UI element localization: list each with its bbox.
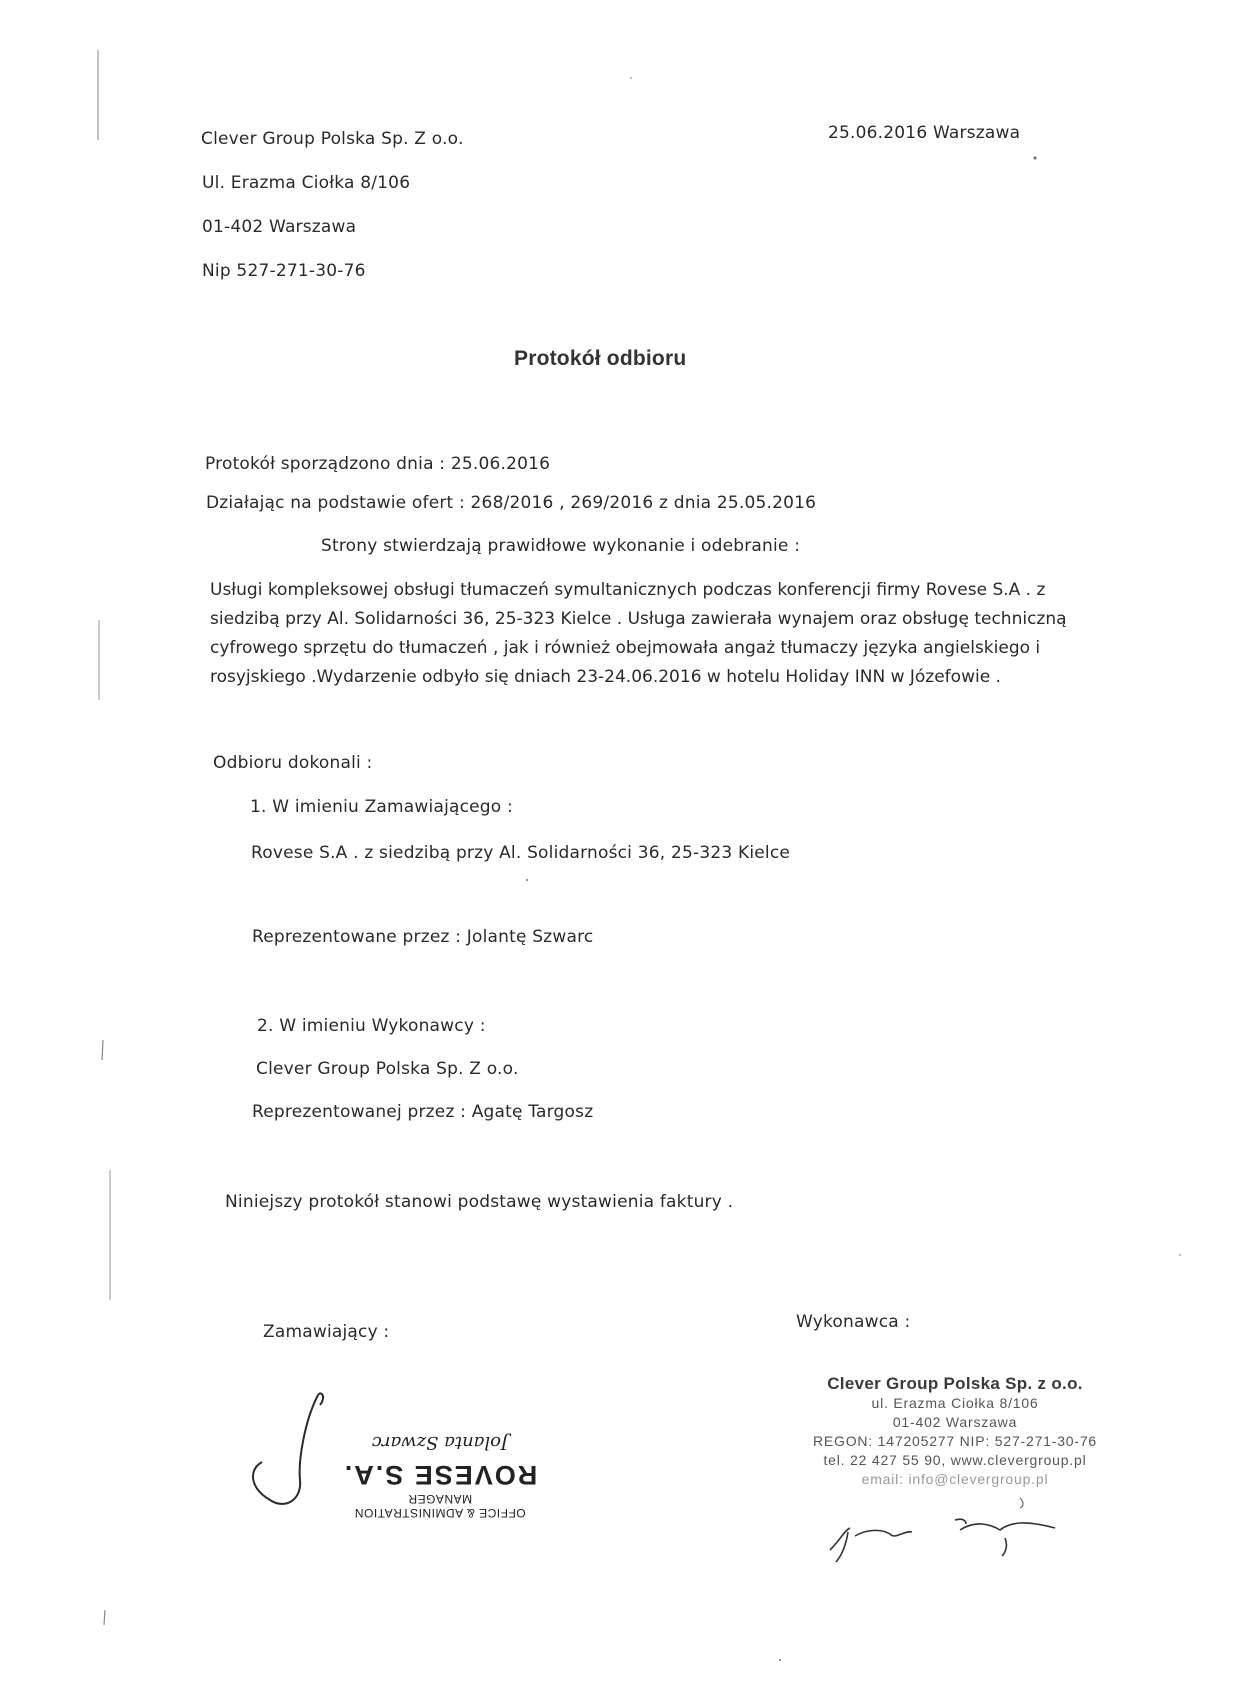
service-line: Usługi kompleksowej obsługi tłumaczeń symultanicznych podczas konferencji firmy Rovese S.A . z bbox=[210, 580, 1046, 600]
client-stamp-company: ROVESE S.A. bbox=[342, 1460, 538, 1490]
service-line: siedzibą przy Al. Solidarności 36, 25-323 Kielce . Usługa zawierała wynajem oraz obsługę techniczną bbox=[210, 609, 1067, 629]
parties-confirm-line: Strony stwierdzają prawidłowe wykonanie i odebranie : bbox=[321, 536, 801, 556]
client-signature-label: Zamawiający : bbox=[263, 1322, 390, 1342]
client-stamp-name: Jolanta Szwarc bbox=[371, 1432, 509, 1453]
client-stamp-role-2: OFFICE & ADMINISTRATION bbox=[354, 1506, 526, 1520]
contractor-signature-label: Wykonawca : bbox=[796, 1312, 911, 1332]
contractor-stamp-company: Clever Group Polska Sp. z o.o. bbox=[827, 1374, 1083, 1393]
contractor-name: Clever Group Polska Sp. Z o.o. bbox=[256, 1059, 519, 1079]
sender-city: 01-402 Warszawa bbox=[202, 217, 357, 237]
contractor-item: 2. W imieniu Wykonawcy : bbox=[257, 1016, 486, 1036]
receipt-heading: Odbioru dokonali : bbox=[213, 753, 373, 773]
contractor-stamp-regon-nip: REGON: 147205277 NIP: 527-271-30-76 bbox=[812, 1433, 1098, 1449]
contractor-stamp-city: 01-402 Warszawa bbox=[892, 1414, 1018, 1430]
client-address: Rovese S.A . z siedzibą przy Al. Solidarności 36, 25-323 Kielce bbox=[251, 843, 791, 863]
contractor-stamp-street: ul. Erazma Ciołka 8/106 bbox=[871, 1395, 1039, 1411]
drawn-up-line: Protokół sporządzono dnia : 25.06.2016 bbox=[205, 454, 551, 474]
client-item: 1. W imieniu Zamawiającego : bbox=[250, 797, 513, 817]
closing-statement: Niniejszy protokół stanowi podstawę wystawienia faktury . bbox=[225, 1192, 734, 1212]
client-representative: Reprezentowane przez : Jolantę Szwarc bbox=[252, 927, 594, 947]
document-title: Protokół odbioru bbox=[514, 347, 687, 370]
date-place: 25.06.2016 Warszawa bbox=[828, 123, 1021, 143]
basis-line: Działając na podstawie ofert : 268/2016 , 269/2016 z dnia 25.05.2016 bbox=[206, 493, 817, 513]
contractor-stamp-tel-www: tel. 22 427 55 90, www.clevergroup.pl bbox=[823, 1452, 1087, 1468]
service-line: rosyjskiego .Wydarzenie odbyło się dniach 23-24.06.2016 w hotelu Holiday INN w Józefowie . bbox=[210, 667, 1001, 687]
sender-company: Clever Group Polska Sp. Z o.o. bbox=[201, 129, 464, 149]
sender-street: Ul. Erazma Ciołka 8/106 bbox=[202, 173, 411, 193]
service-line: cyfrowego sprzętu do tłumaczeń , jak i również obejmowała angaż tłumaczy języka angielskiego i bbox=[210, 638, 1041, 658]
sender-nip: Nip 527-271-30-76 bbox=[202, 261, 366, 281]
client-stamp-role-1: MANAGER bbox=[407, 1492, 473, 1506]
contractor-stamp-email: email: info@clevergroup.pl bbox=[861, 1471, 1049, 1487]
contractor-representative: Reprezentowanej przez : Agatę Targosz bbox=[252, 1102, 594, 1122]
